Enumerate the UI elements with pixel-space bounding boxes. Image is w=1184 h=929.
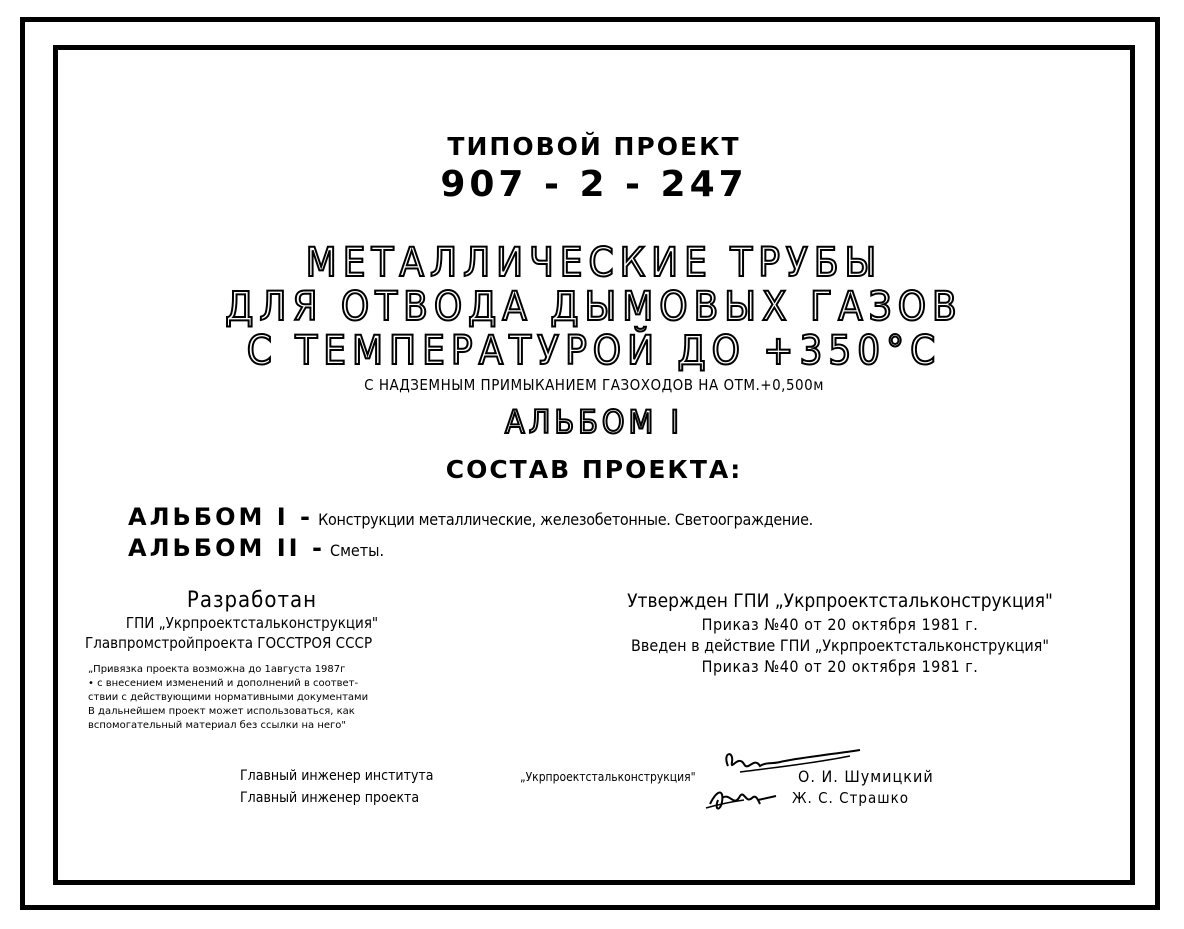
note-line: вспомогательный материал без ссылки на него" <box>88 720 346 731</box>
composition-item-2 <box>128 534 384 562</box>
composition-item-text: Сметы. <box>330 541 385 560</box>
signature-name-1: О. И. Шумицкий <box>798 767 934 786</box>
type-project-label: ТИПОВОЙ ПРОЕКТ <box>447 132 741 161</box>
composition-heading: СОСТАВ ПРОЕКТА: <box>445 455 743 484</box>
approval-line-3: Введен в действие ГПИ „Укрпроектстальконструкция" <box>631 636 1049 655</box>
developer-note <box>88 663 368 733</box>
note-line: „Привязка проекта возможна до 1августа 1987г <box>88 664 346 675</box>
title-line-2: ДЛЯ ОТВОДА ДЫМОВЫХ ГАЗОВ <box>225 284 963 330</box>
project-number: 907 - 2 - 247 <box>440 164 748 205</box>
signature-org: „Укрпроектстальконструкция" <box>520 770 696 784</box>
composition-item-label: АЛЬБОМ II - <box>128 534 325 562</box>
title-line-1: МЕТАЛЛИЧЕСКИЕ ТРУБЫ <box>305 240 883 286</box>
title-subtitle: С НАДЗЕМНЫМ ПРИМЫКАНИЕМ ГАЗОХОДОВ НА ОТМ.+0,500м <box>364 376 824 394</box>
developer-parent: Главпромстройпроекта ГОССТРОЯ СССР <box>85 634 373 652</box>
note-line: В дальнейшем проект может использоваться, как <box>88 706 355 717</box>
developer-org: ГПИ „Укрпроектстальконструкция" <box>125 614 379 632</box>
composition-item-label: АЛЬБОМ I - <box>128 503 313 531</box>
approval-line-1: Утвержден ГПИ „Укрпроектстальконструкция" <box>627 590 1053 612</box>
note-line: ствии с действующими нормативными документами <box>88 692 369 703</box>
approval-line-2: Приказ №40 от 20 октября 1981 г. <box>701 615 979 634</box>
signature-role-1: Главный инженер института <box>240 768 434 784</box>
signature-name-2: Ж. С. Страшко <box>792 789 909 807</box>
title-line-3: С ТЕМПЕРАТУРОЙ ДО +350°С <box>246 328 942 374</box>
note-line: • с внесением изменений и дополнений в соответ- <box>88 678 359 689</box>
approval-line-4: Приказ №40 от 20 октября 1981 г. <box>701 657 979 676</box>
album-title: АЛЬБОМ I <box>505 403 683 441</box>
composition-item-text: Конструкции металлические, железобетонные. Светоограждение. <box>318 510 813 529</box>
developer-heading: Разработан <box>186 588 318 613</box>
signature-role-2: Главный инженер проекта <box>240 790 420 806</box>
composition-item-1 <box>128 503 813 531</box>
